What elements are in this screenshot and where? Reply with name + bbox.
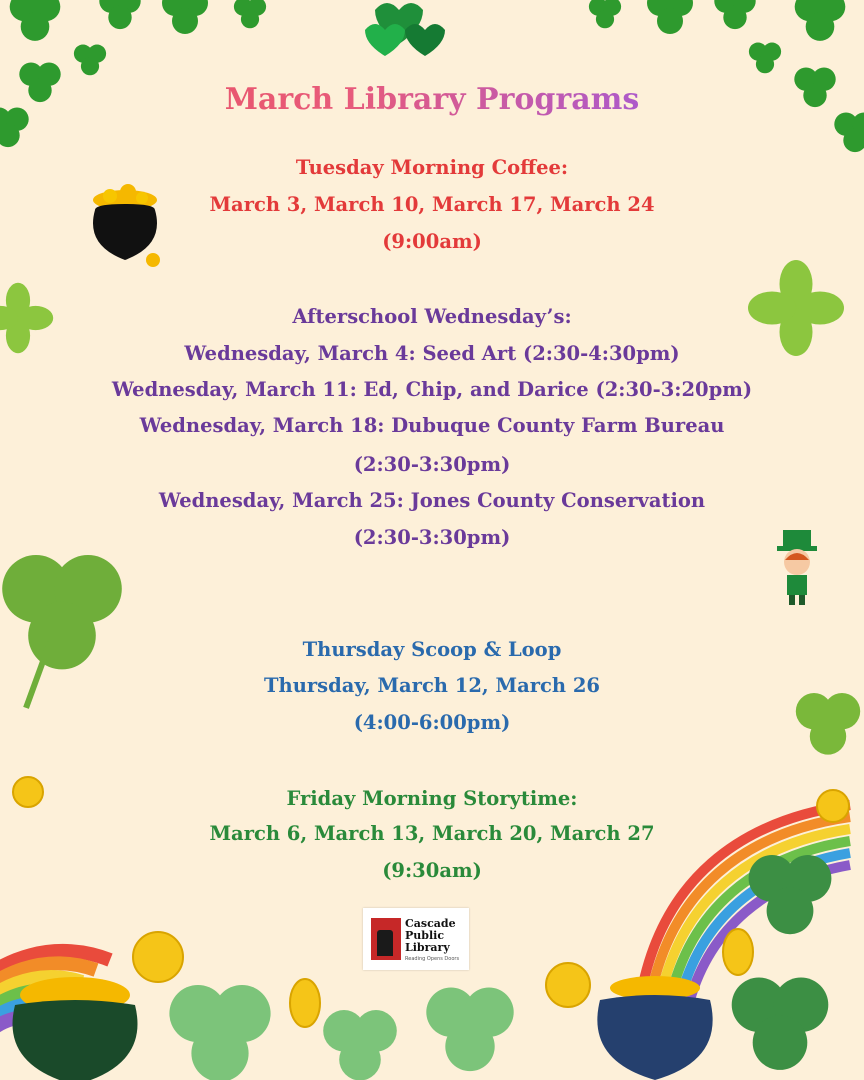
section-line: Thursday, March 12, March 26 [264,674,600,697]
page-title: March Library Programs [0,82,864,117]
section-line: (4:00-6:00pm) [353,711,511,734]
section-line: (9:30am) [382,859,482,882]
logo-text: Library [405,941,450,954]
logo-tagline: Reading Opens Doors [405,956,460,962]
section-line: Wednesday, March 25: Jones County Conservation [158,489,706,512]
section-line: (9:00am) [382,230,482,253]
section-heading: Tuesday Morning Coffee: [295,156,569,179]
section-line: (2:30-3:30pm) [353,526,511,549]
section-line: Wednesday, March 18: Dubuque County Farm Bureau [139,414,725,437]
section-line: (2:30-3:30pm) [353,453,511,476]
section-line: Wednesday, March 4: Seed Art (2:30-4:30pm) [184,342,680,365]
section-line: March 3, March 10, March 17, March 24 [209,193,655,216]
section-heading: Thursday Scoop & Loop [302,638,562,661]
section-heading: Afterschool Wednesday’s: [292,305,572,328]
section-heading: Friday Morning Storytime: [286,787,578,810]
section-line: March 6, March 13, March 20, March 27 [209,822,655,845]
section-line: Wednesday, March 11: Ed, Chip, and Darice (2:30-3:20pm) [111,378,753,401]
library-logo [363,908,469,970]
logo-text: Public [405,929,445,942]
logo-text: Cascade [405,917,456,930]
